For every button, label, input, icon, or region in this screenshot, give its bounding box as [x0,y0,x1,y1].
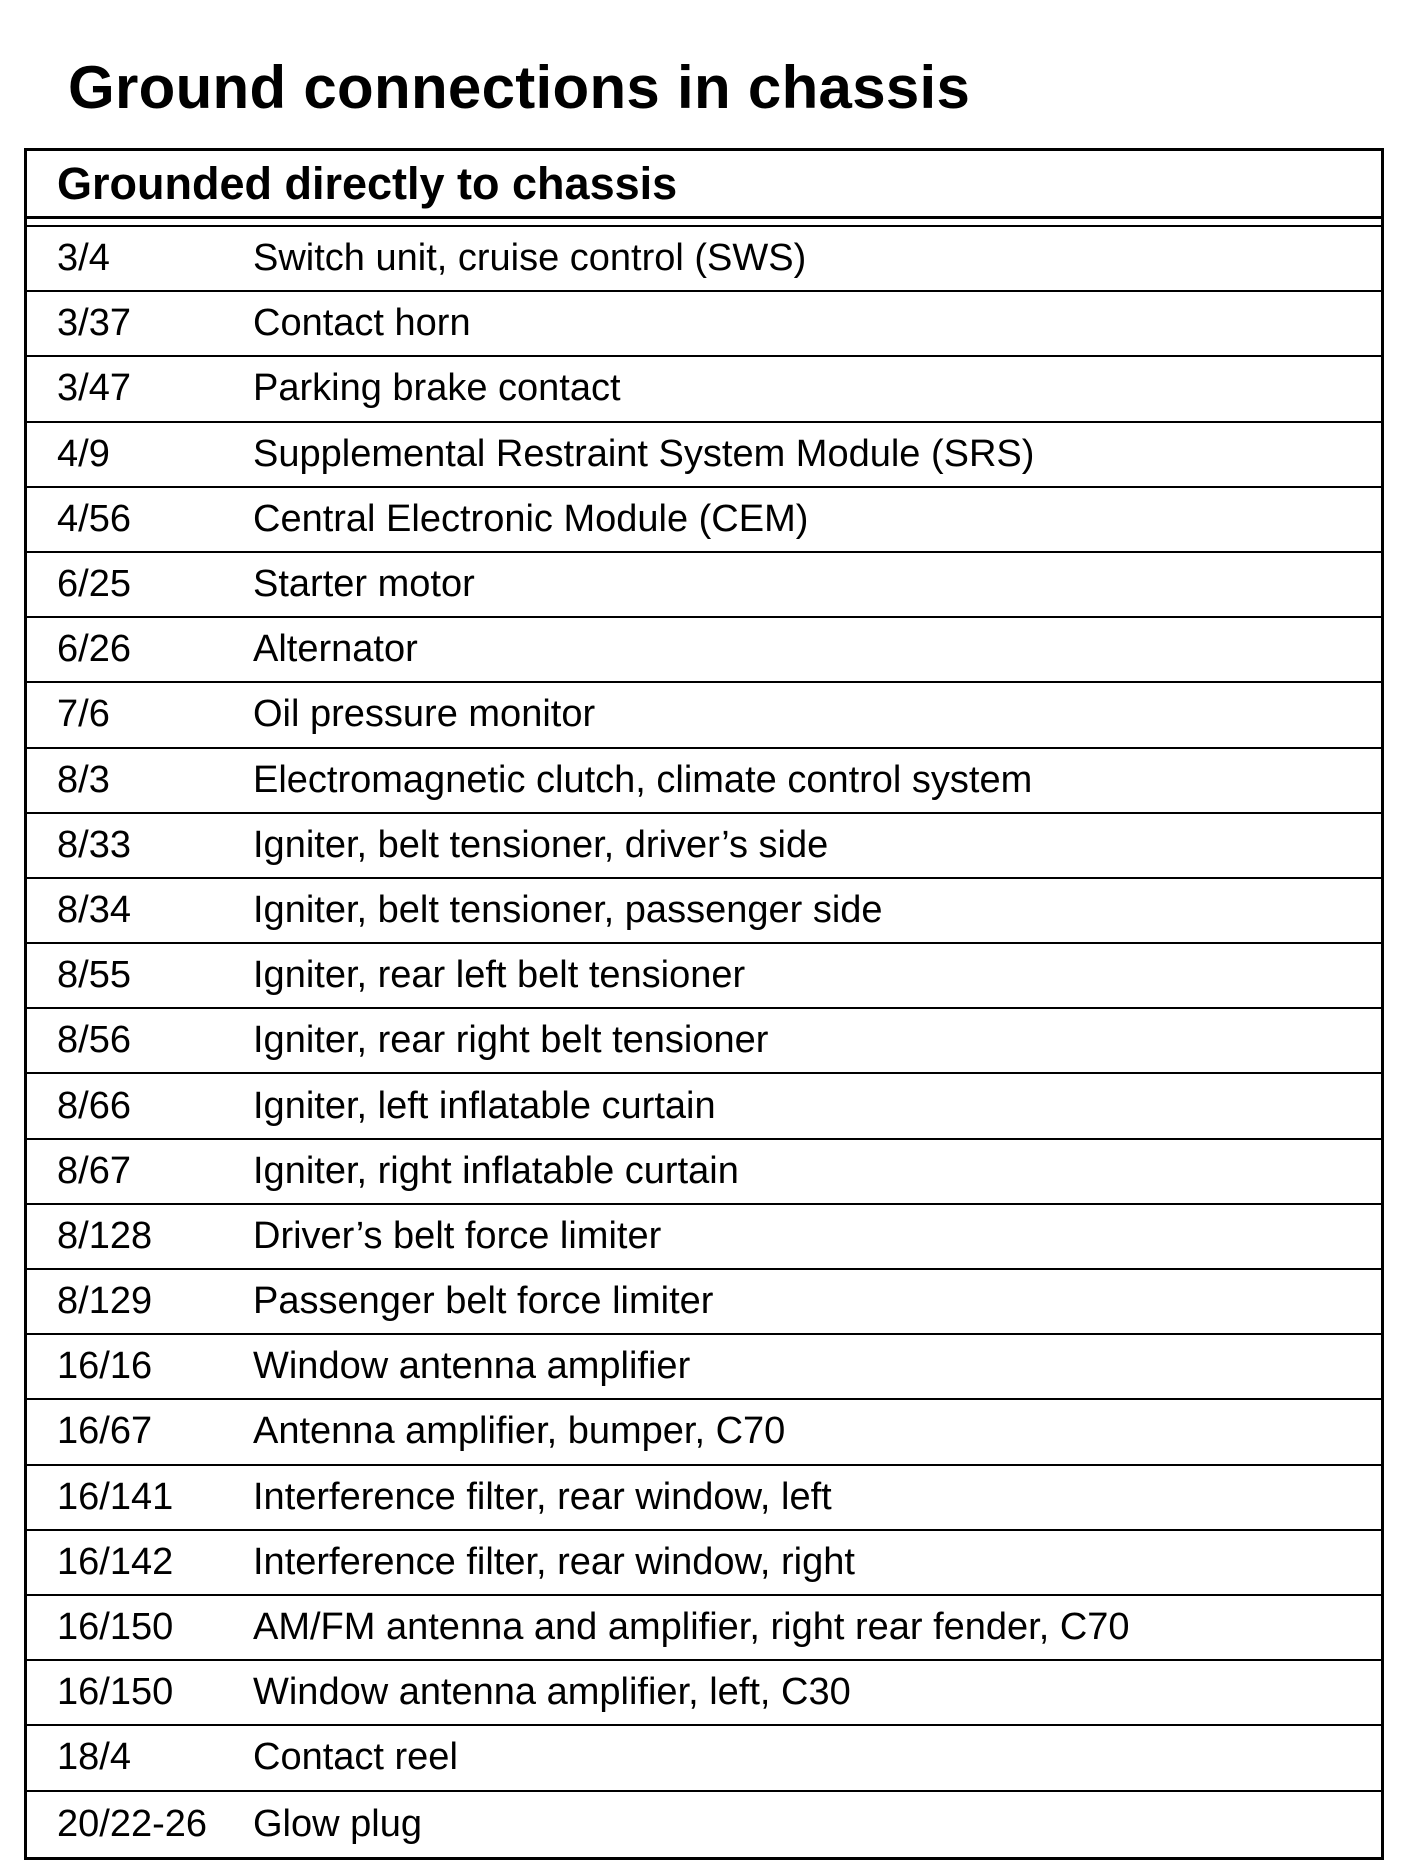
table-row [27,879,1381,944]
component-code: 8/55 [57,954,131,997]
table-row [27,1140,1381,1205]
component-description: AM/FM antenna and amplifier, right rear fender, C70 [253,1606,1130,1649]
table-row [27,749,1381,814]
ground-connections-table [24,148,1384,1860]
table-row [27,1792,1381,1857]
header-divider [27,219,1381,227]
table-row [27,1596,1381,1661]
component-code: 16/141 [57,1475,174,1518]
table-row [27,423,1381,488]
component-description: Supplemental Restraint System Module (SRS) [253,432,1035,475]
table-row [27,1400,1381,1465]
table-row [27,618,1381,683]
component-description: Igniter, belt tensioner, driver’s side [253,823,829,866]
table-row [27,488,1381,553]
component-code: 3/47 [57,367,131,410]
table-row [27,814,1381,879]
component-code: 8/128 [57,1214,153,1257]
component-code: 6/26 [57,628,131,671]
table-row [27,1074,1381,1139]
component-description: Igniter, rear left belt tensioner [253,954,746,997]
component-description: Igniter, rear right belt tensioner [253,1019,769,1062]
component-description: Antenna amplifier, bumper, C70 [253,1410,786,1453]
component-description: Passenger belt force limiter [253,1280,714,1323]
component-description: Starter motor [253,563,475,606]
component-code: 18/4 [57,1736,131,1779]
component-description: Electromagnetic clutch, climate control system [253,758,1033,801]
table-row [27,227,1381,292]
component-description: Switch unit, cruise control (SWS) [253,237,807,280]
component-code: 16/150 [57,1671,174,1714]
table-header: Grounded directly to chassis [27,151,1381,219]
component-description: Parking brake contact [253,367,621,410]
component-description: Glow plug [253,1802,422,1845]
component-description: Window antenna amplifier, left, C30 [253,1671,851,1714]
component-code: 16/16 [57,1345,153,1388]
table-row [27,1009,1381,1074]
component-code: 8/56 [57,1019,131,1062]
component-description: Igniter, belt tensioner, passenger side [253,888,883,931]
page-title: Ground connections in chassis [68,54,971,121]
component-description: Oil pressure monitor [253,693,596,736]
table-row [27,553,1381,618]
component-code: 4/9 [57,432,110,475]
component-description: Igniter, right inflatable curtain [253,1149,739,1192]
component-description: Central Electronic Module (CEM) [253,497,809,540]
component-code: 16/142 [57,1540,174,1583]
table-row [27,1335,1381,1400]
component-code: 4/56 [57,497,131,540]
table-row [27,1466,1381,1531]
component-code: 20/22-26 [57,1802,208,1845]
component-description: Alternator [253,628,418,671]
table-row [27,1661,1381,1726]
table-row [27,1531,1381,1596]
table-row [27,357,1381,422]
component-code: 8/129 [57,1280,153,1323]
component-description: Window antenna amplifier [253,1345,691,1388]
component-code: 8/33 [57,823,131,866]
component-code: 3/37 [57,302,131,345]
component-description: Driver’s belt force limiter [253,1214,662,1257]
component-description: Interference filter, rear window, right [253,1540,855,1583]
component-description: Contact horn [253,302,471,345]
component-description: Contact reel [253,1736,458,1779]
component-code: 8/66 [57,1084,131,1127]
component-description: Interference filter, rear window, left [253,1475,832,1518]
table-row [27,944,1381,1009]
component-code: 16/67 [57,1410,153,1453]
component-code: 6/25 [57,563,131,606]
table-row [27,1270,1381,1335]
table-body [27,227,1381,1857]
table-row [27,683,1381,748]
component-code: 8/34 [57,888,131,931]
component-description: Igniter, left inflatable curtain [253,1084,716,1127]
component-code: 16/150 [57,1606,174,1649]
table-row [27,292,1381,357]
component-code: 7/6 [57,693,110,736]
table-row [27,1205,1381,1270]
component-code: 3/4 [57,237,110,280]
table-row [27,1726,1381,1791]
component-code: 8/3 [57,758,110,801]
component-code: 8/67 [57,1149,131,1192]
